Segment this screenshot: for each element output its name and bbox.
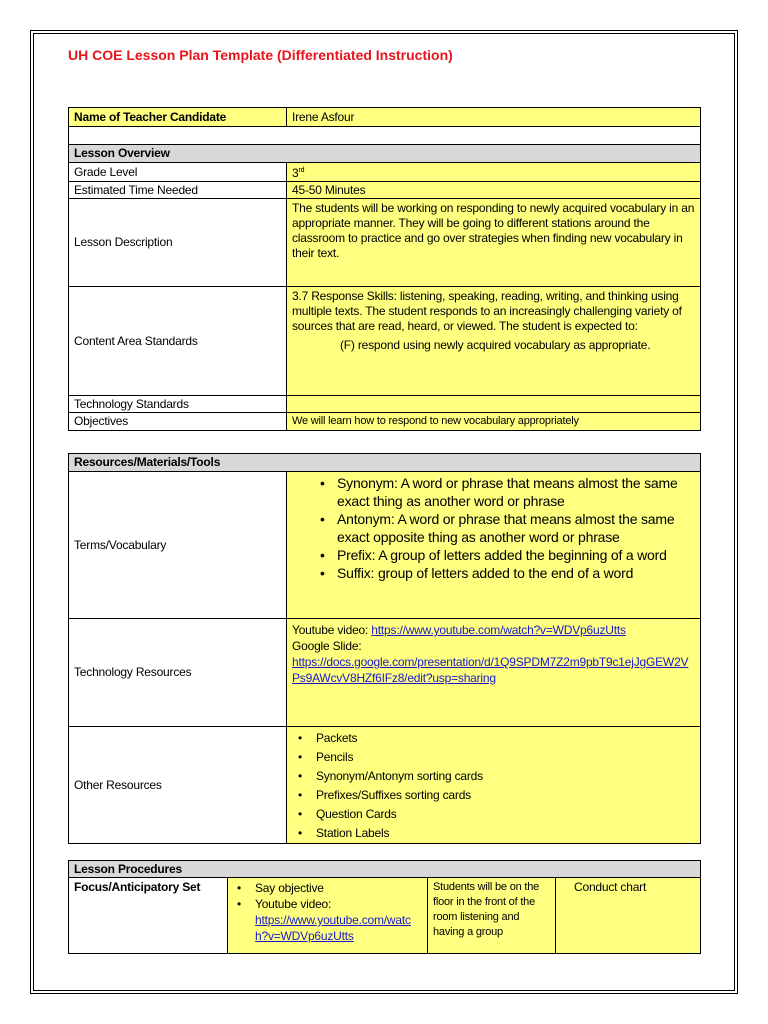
list-item: • Synonym/Antonym sorting cards — [292, 767, 695, 786]
spacer-row — [69, 127, 701, 145]
list-item: • Question Cards — [292, 805, 695, 824]
terms-list — [292, 474, 695, 582]
focus-set-activities — [228, 878, 428, 954]
technology-resources-value: Youtube video: https://www.youtube.com/watch?v=WDVp6uzUtts Google Slide: https://docs.google.com/presentation/d/1Q9SPDM7Z2m9pbT9c1ejJgGEW2VPs9AWcvV8HZf6IFz8/edit?usp=sharing — [287, 619, 701, 727]
content-standards-value[interactable]: 3.7 Response Skills: listening, speaking, reading, writing, and thinking using multiple texts. The student responds to an increasingly challenging variety of sources that are read, heard, or viewed. The student is expected to: (F) respond using newly acquired vocabulary as appropriate. — [287, 287, 701, 396]
lesson-overview-table — [68, 107, 701, 431]
list-item: • Youtube video: https://www.youtube.com/watch?v=WDVp6uzUtts — [233, 896, 422, 944]
objectives-label: Objectives — [69, 413, 287, 431]
lesson-overview-header: Lesson Overview — [69, 145, 701, 163]
resources-header: Resources/Materials/Tools — [69, 454, 701, 472]
content-standards-label: Content Area Standards — [69, 287, 287, 396]
objectives-value[interactable]: We will learn how to respond to new vocabulary appropriately — [287, 413, 701, 431]
document-title: UH COE Lesson Plan Template (Differentiated Instruction) — [68, 47, 453, 63]
youtube-link[interactable]: https://www.youtube.com/watch?v=WDVp6uzUtts — [371, 623, 626, 637]
list-item: • Packets — [292, 729, 695, 748]
teacher-value[interactable]: Irene Asfour — [287, 108, 701, 127]
list-item: • Antonym: A word or phrase that means almost the same exact opposite thing as another word or phrase — [292, 510, 695, 546]
technology-resources-label: Technology Resources — [69, 619, 287, 727]
focus-youtube-link[interactable]: https://www.youtube.com/watch?v=WDVp6uzUtts — [255, 913, 411, 943]
list-item: • Pencils — [292, 748, 695, 767]
lesson-description-value[interactable]: The students will be working on responding to newly acquired vocabulary in an appropriate manner. They will be going to different stations around the classroom to practice and go over strategies when finding new vocabulary in their text. — [287, 199, 701, 287]
terms-vocabulary-label: Terms/Vocabulary — [69, 472, 287, 619]
time-needed-value[interactable]: 45-50 Minutes — [287, 182, 701, 199]
focus-students-cell[interactable]: Students will be on the floor in the front of the room listening and having a group — [428, 878, 556, 954]
lesson-description-label: Lesson Description — [69, 199, 287, 287]
grade-level-value[interactable]: 3rd — [287, 163, 701, 182]
google-slide-link[interactable]: https://docs.google.com/presentation/d/1Q9SPDM7Z2m9pbT9c1ejJgGEW2VPs9AWcvV8HZf6IFz8/edit?usp=sharing — [292, 655, 689, 685]
technology-standards-label: Technology Standards — [69, 396, 287, 413]
google-slide-label: Google Slide: — [292, 639, 362, 653]
list-item: • Suffix: group of letters added to the end of a word — [292, 564, 695, 582]
resources-table — [68, 453, 701, 844]
other-resources-label: Other Resources — [69, 727, 287, 844]
procedures-header: Lesson Procedures — [69, 861, 701, 878]
terms-vocabulary-value[interactable] — [287, 472, 701, 619]
list-item: • Prefixes/Suffixes sorting cards — [292, 786, 695, 805]
technology-standards-value[interactable] — [287, 396, 701, 413]
procedures-table — [68, 860, 701, 954]
list-item: • Station Labels — [292, 824, 695, 843]
other-resources-value[interactable] — [287, 727, 701, 844]
list-item: • Say objective — [233, 880, 422, 896]
standards-subitem: (F) respond using newly acquired vocabulary as appropriate. — [340, 338, 651, 352]
grade-level-label: Grade Level — [69, 163, 287, 182]
focus-set-label: Focus/Anticipatory Set — [69, 878, 228, 954]
focus-list — [233, 880, 422, 944]
time-needed-label: Estimated Time Needed — [69, 182, 287, 199]
list-item: • Synonym: A word or phrase that means almost the same exact thing as another word or phrase — [292, 474, 695, 510]
teacher-label: Name of Teacher Candidate — [69, 108, 287, 127]
other-resources-list — [292, 729, 695, 843]
focus-assessment-cell[interactable]: Conduct chart — [556, 878, 701, 954]
list-item: • Prefix: A group of letters added the beginning of a word — [292, 546, 695, 564]
